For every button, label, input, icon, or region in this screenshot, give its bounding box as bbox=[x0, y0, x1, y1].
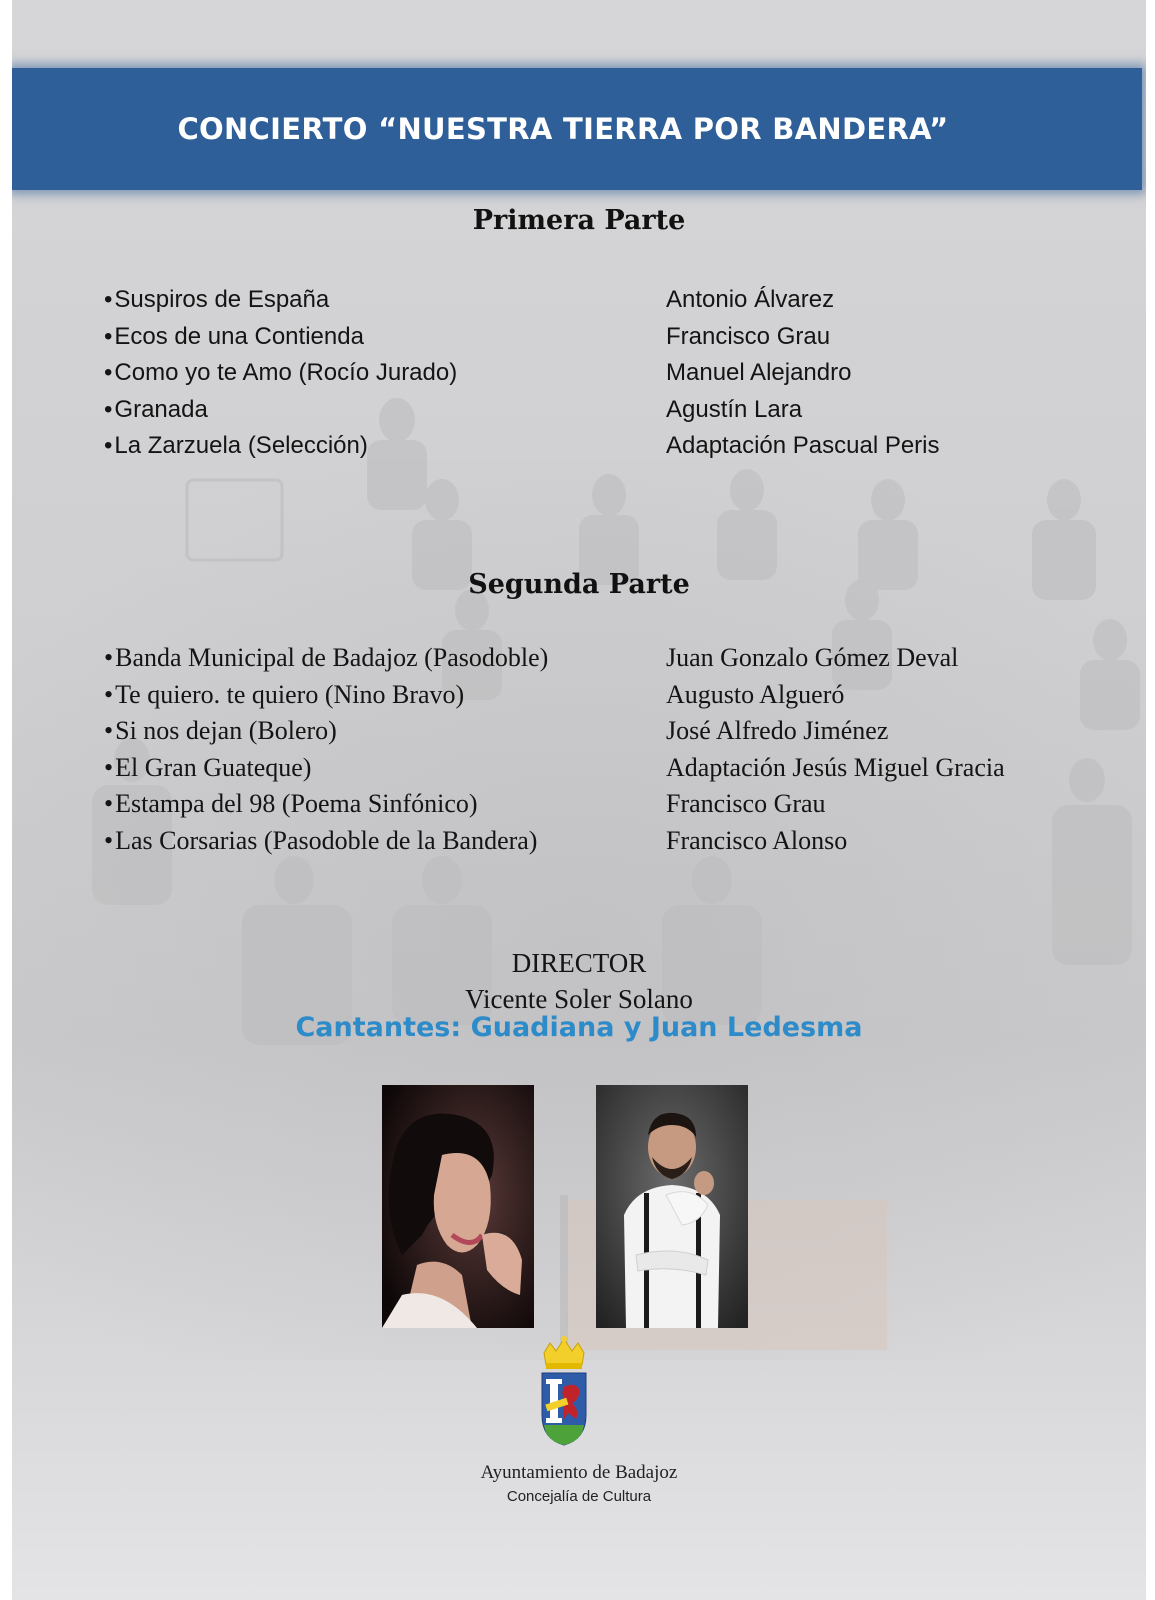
piece-name: El Gran Guateque) bbox=[115, 752, 312, 782]
piece-name: Ecos de una Contienda bbox=[114, 322, 364, 350]
badajoz-coat-of-arms-logo bbox=[532, 1335, 596, 1455]
bullet-icon: • bbox=[104, 789, 114, 818]
piece-name: Te quiero. te quiero (Nino Bravo) bbox=[115, 679, 465, 709]
piece-title bbox=[104, 286, 329, 314]
composer-name: Augusto Algueró bbox=[666, 679, 845, 709]
primera-parte-program bbox=[104, 286, 1104, 469]
piece-name: Si nos dejan (Bolero) bbox=[115, 716, 337, 745]
title-banner bbox=[12, 68, 1142, 190]
segunda-parte-program bbox=[104, 643, 1104, 862]
piece-name: La Zarzuela (Selección) bbox=[114, 432, 368, 459]
bullet-icon: • bbox=[104, 825, 114, 855]
piece-title bbox=[104, 716, 337, 746]
bullet-icon: • bbox=[104, 395, 113, 423]
bullet-icon: • bbox=[104, 643, 114, 672]
program-row bbox=[104, 753, 1104, 790]
singers-heading: Cantantes: Guadiana y Juan Ledesma bbox=[295, 1012, 863, 1043]
singer-photo-juan-ledesma bbox=[596, 1085, 748, 1328]
composer-name: Francisco Alonso bbox=[666, 825, 848, 855]
piece-title bbox=[104, 753, 311, 783]
bullet-icon: • bbox=[104, 286, 113, 313]
program-row bbox=[104, 286, 1104, 323]
piece-name: Las Corsarias (Pasodoble de la Bandera) bbox=[115, 825, 538, 855]
singer-photo-guadiana bbox=[382, 1085, 534, 1328]
program-row bbox=[104, 789, 1104, 826]
piece-title bbox=[104, 359, 457, 387]
piece-title bbox=[104, 826, 537, 856]
bullet-icon: • bbox=[104, 679, 114, 709]
piece-title bbox=[104, 680, 464, 710]
director-label: DIRECTOR bbox=[511, 948, 647, 978]
composer-name: Francisco Grau bbox=[666, 789, 826, 818]
program-row bbox=[104, 680, 1104, 717]
bullet-icon: • bbox=[104, 752, 114, 782]
piece-name: Como yo te Amo (Rocío Jurado) bbox=[114, 359, 458, 386]
piece-name: Suspiros de España bbox=[114, 286, 330, 313]
piece-title bbox=[104, 432, 368, 460]
program-row bbox=[104, 432, 1104, 469]
piece-title bbox=[104, 396, 208, 424]
composer-name: Francisco Grau bbox=[666, 322, 831, 350]
piece-name: Granada bbox=[114, 395, 208, 423]
bullet-icon: • bbox=[104, 359, 113, 386]
composer-name: Manuel Alejandro bbox=[666, 359, 852, 386]
director-name: Vicente Soler Solano bbox=[465, 984, 693, 1014]
primera-parte-heading: Primera Parte bbox=[472, 205, 686, 236]
piece-title bbox=[104, 789, 478, 819]
composer-name: Antonio Álvarez bbox=[666, 286, 835, 313]
composer-name: Adaptación Jesús Miguel Gracia bbox=[666, 752, 1005, 782]
piece-title bbox=[104, 323, 364, 351]
piece-name: Banda Municipal de Badajoz (Pasodoble) bbox=[115, 643, 549, 672]
bullet-icon: • bbox=[104, 432, 113, 459]
program-row bbox=[104, 396, 1104, 433]
concert-title: CONCIERTO “NUESTRA TIERRA POR BANDERA” bbox=[177, 112, 949, 146]
composer-name: Adaptación Pascual Peris bbox=[666, 432, 940, 459]
department-name: Concejalía de Cultura bbox=[506, 1488, 652, 1505]
bullet-icon: • bbox=[104, 322, 113, 350]
composer-name: Juan Gonzalo Gómez Deval bbox=[666, 643, 959, 672]
composer-name: José Alfredo Jiménez bbox=[666, 716, 889, 745]
piece-name: Estampa del 98 (Poema Sinfónico) bbox=[115, 789, 478, 818]
composer-name: Agustín Lara bbox=[666, 395, 803, 423]
program-row bbox=[104, 323, 1104, 360]
concert-poster bbox=[12, 0, 1146, 1600]
program-row bbox=[104, 716, 1104, 753]
program-row bbox=[104, 826, 1104, 863]
organization-name: Ayuntamiento de Badajoz bbox=[480, 1462, 678, 1483]
program-row bbox=[104, 643, 1104, 680]
piece-title bbox=[104, 643, 548, 673]
bullet-icon: • bbox=[104, 716, 114, 745]
segunda-parte-heading: Segunda Parte bbox=[468, 569, 690, 600]
program-row bbox=[104, 359, 1104, 396]
